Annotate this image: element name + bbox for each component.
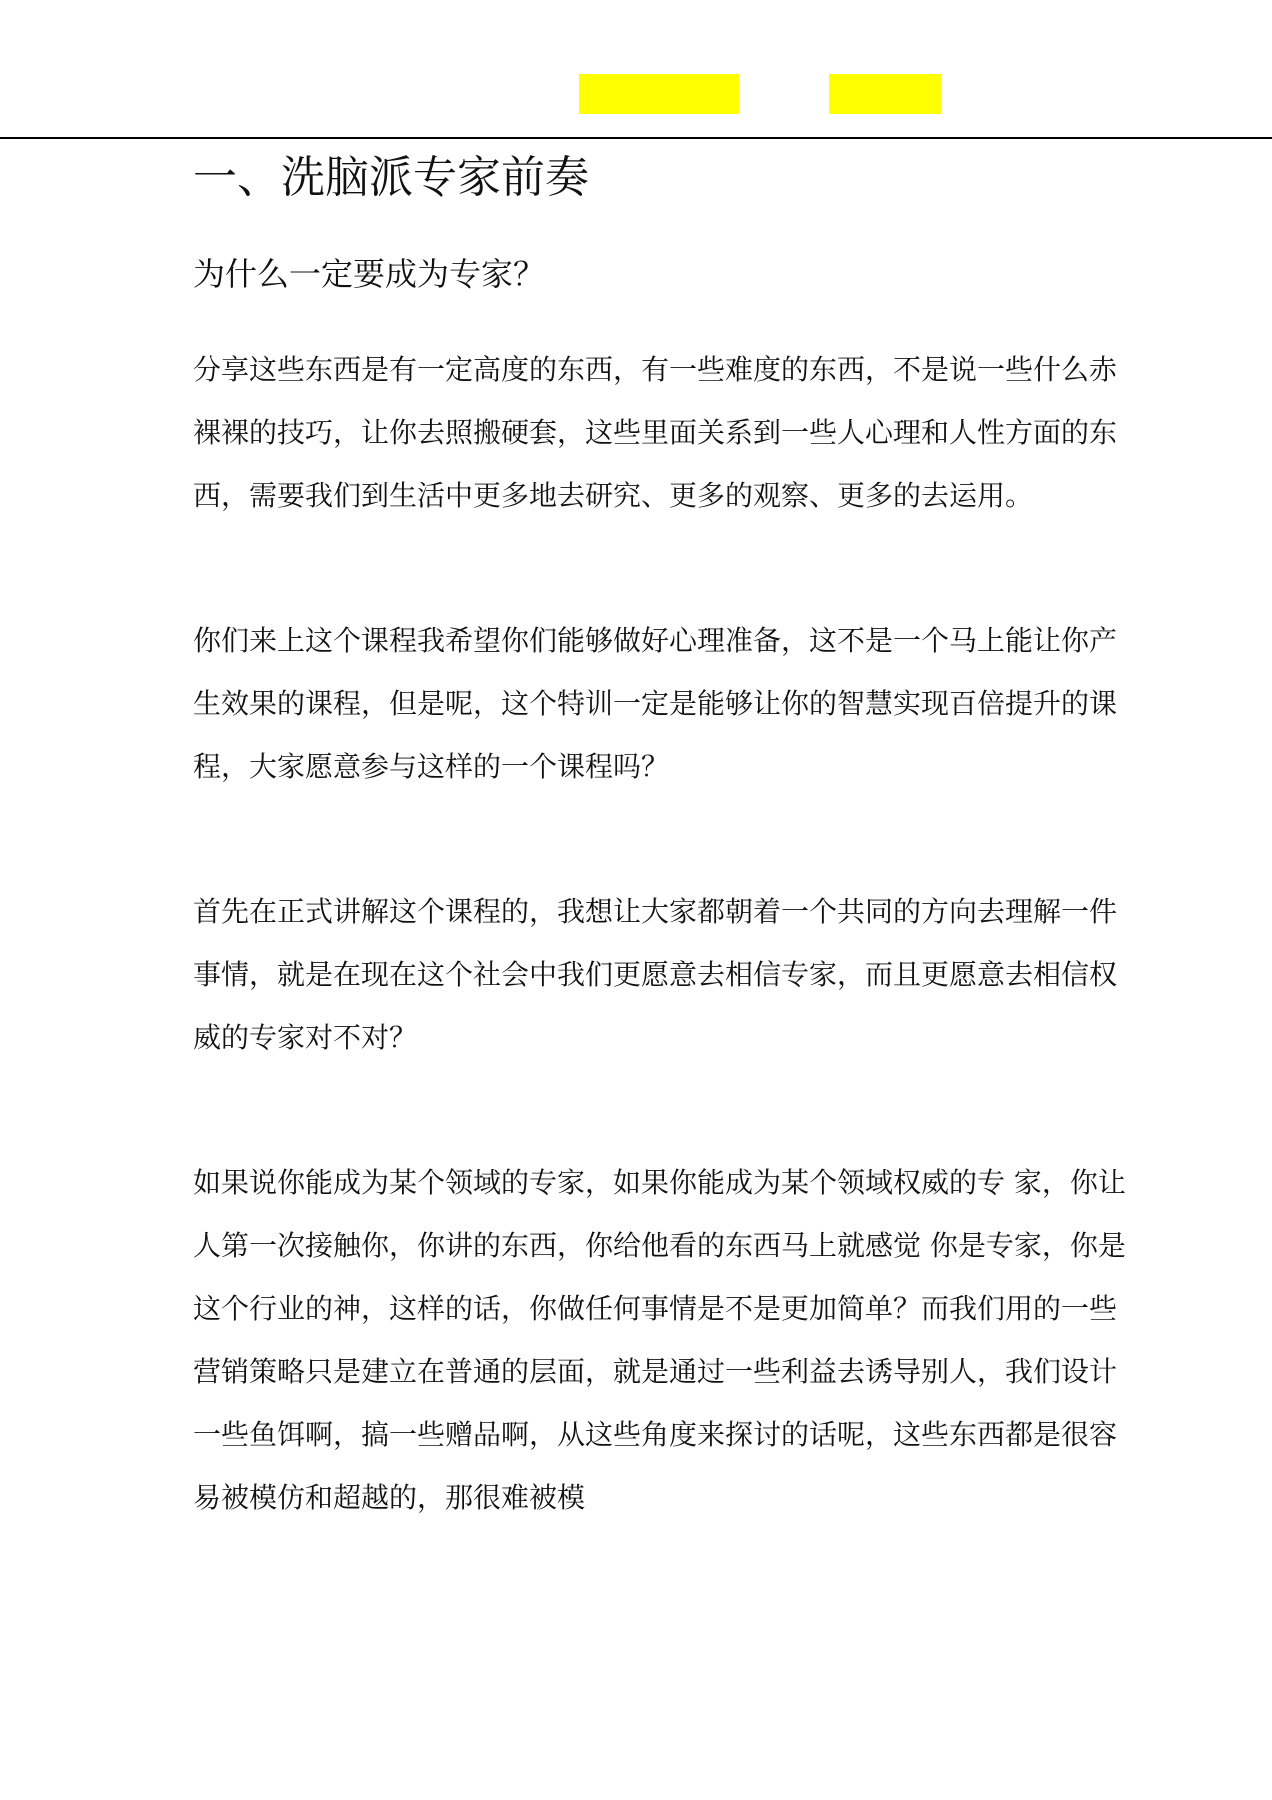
redaction-highlight [579,74,739,114]
paragraph: 如果说你能成为某个领域的专家，如果你能成为某个领域权威的专 家，你让人第一次接触你，你讲的东西，你给他看的东西马上就感觉 你是专家，你是这个行业的神，这样的话，你做任何事情是不是更加简单？而我们用的一些营销策略只是建立在普通的层面，就是通过一些利益去诱导别人，我们设计一些鱼饵啊，搞一些赠品啊，从这些角度来探讨的话呢，这些东西都是很容易被模仿和超越的，那很难被模 [193,1166,1126,1514]
header-rule [0,137,1272,139]
paragraph: 你们来上这个课程我希望你们能够做好心理准备，这不是一个马上能让你产生效果的课程，但是呢，这个特训一定是能够让你的智慧实现百倍提升的课程，大家愿意参与这样的一个课程吗？ [193,624,1118,783]
document-title: 一、洗脑派专家前奏 [193,152,589,203]
paragraph: 首先在正式讲解这个课程的，我想让大家都朝着一个共同的方向去理解一件事情，就是在现在这个社会中我们更愿意去相信专家，而且更愿意去相信权威的专家对不对？ [193,895,1118,1054]
redaction-highlight [829,74,941,114]
document-body [193,148,1143,1529]
section-heading: 为什么一定要成为专家？ [193,255,546,293]
paragraph: 分享这些东西是有一定高度的东西，有一些难度的东西，不是说一些什么赤裸裸的技巧，让你去照搬硬套，这些里面关系到一些人心理和人性方面的东西，需要我们到生活中更多地去研究、更多的观察、更多的去运用。 [193,353,1118,512]
